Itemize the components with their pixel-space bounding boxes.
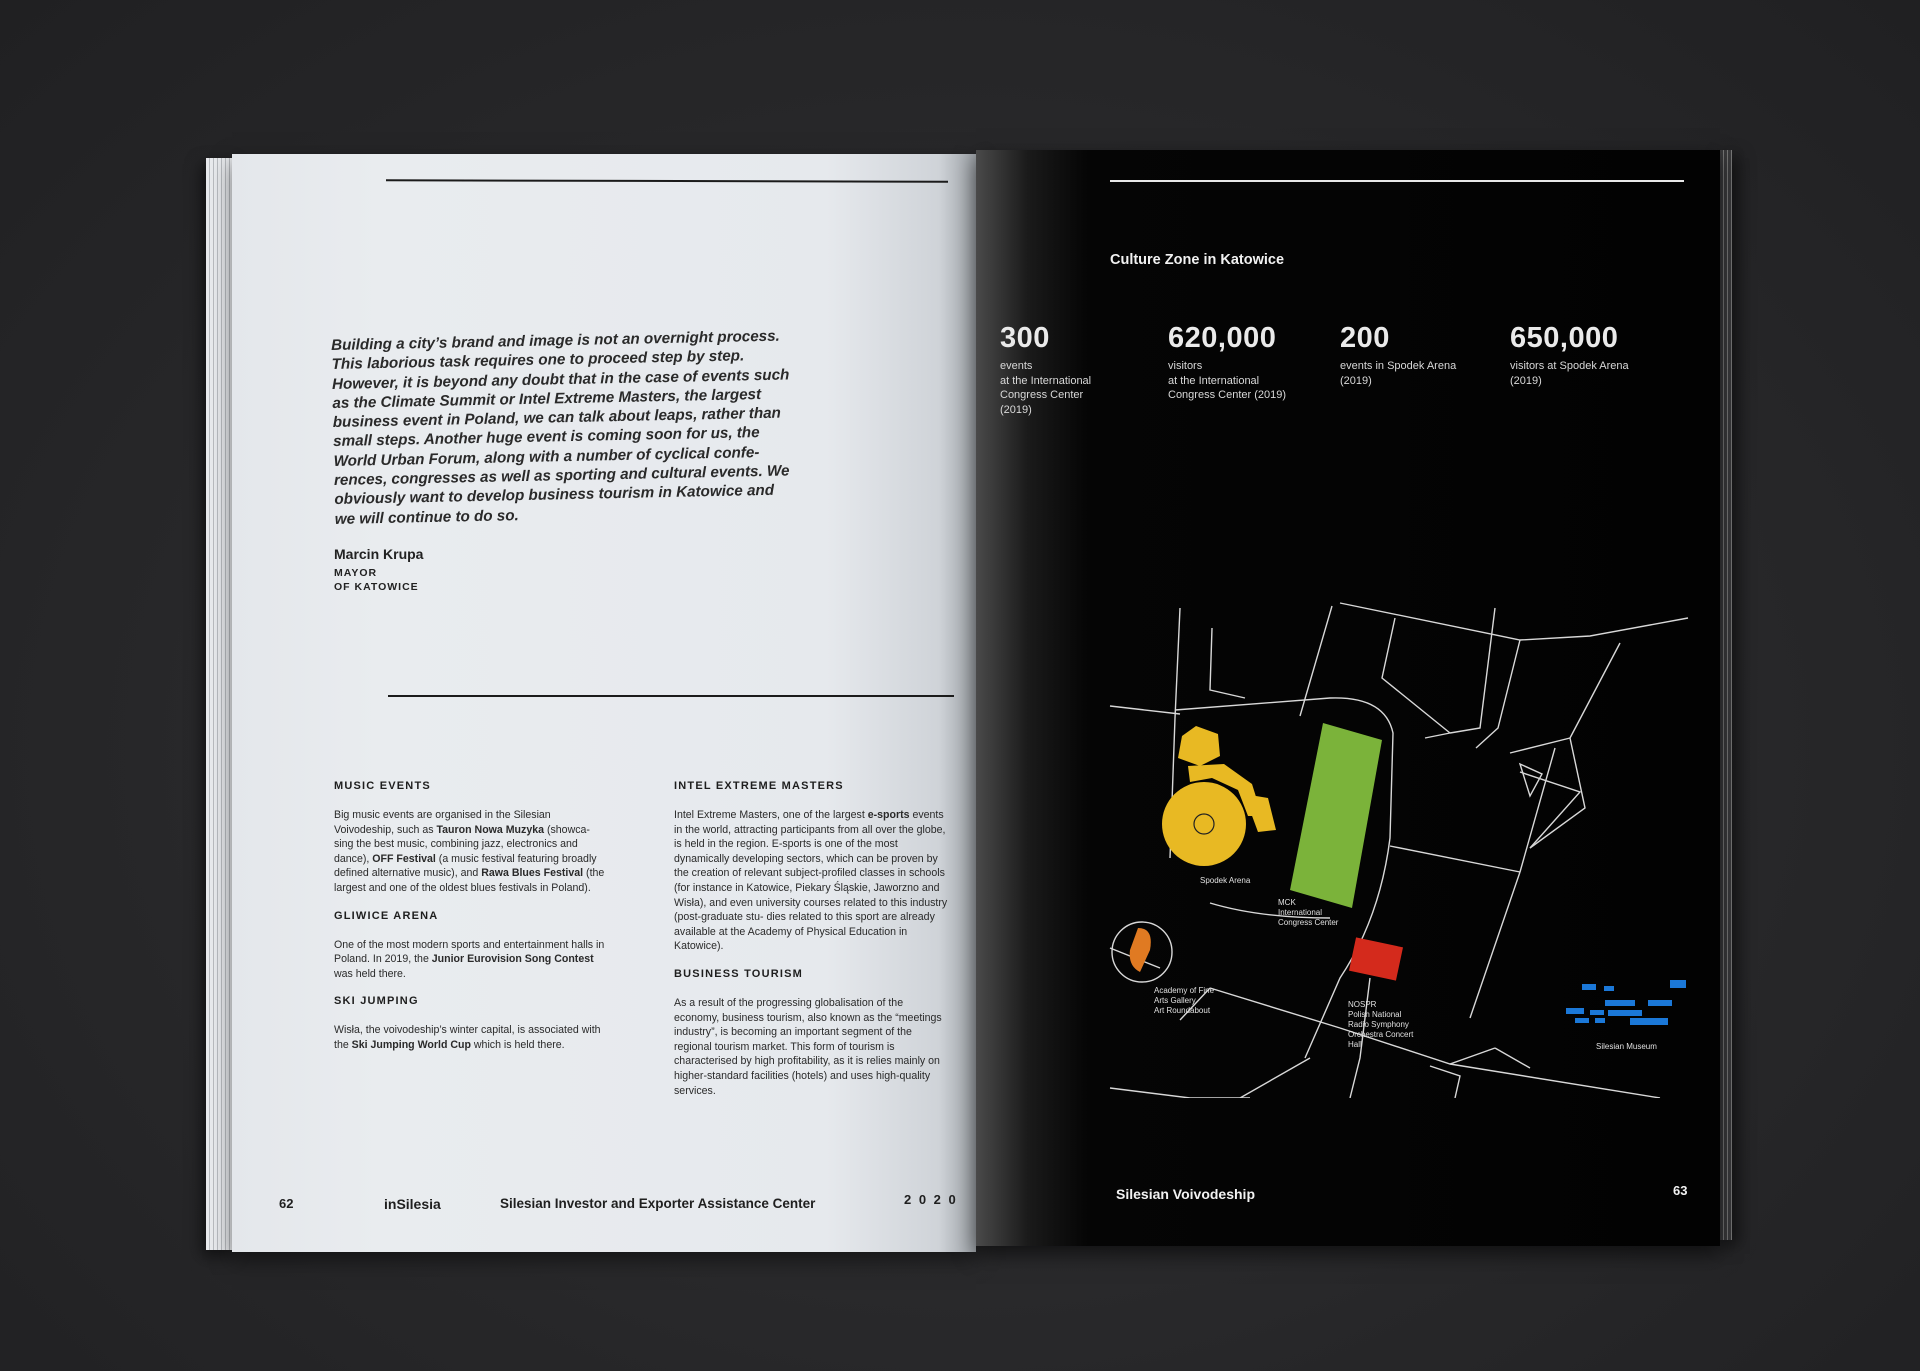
- stat-description: events at the International Congress Center (2019): [1000, 360, 1092, 416]
- academy-gallery-shape: [1130, 928, 1151, 972]
- publisher-name: Silesian Investor and Exporter Assistance Center: [500, 1196, 816, 1211]
- stat-icc-events: [1000, 322, 1170, 417]
- stat-number: 300: [1000, 322, 1050, 354]
- right-column: [674, 780, 950, 1112]
- academy-label: Academy of Fine Arts Gallery Art Roundabout: [1154, 986, 1215, 1015]
- stat-spodek-events: [1340, 322, 1510, 388]
- left-column: [334, 780, 610, 1067]
- spodek-arena-shape: [1162, 726, 1276, 866]
- stat-spodek-visitors: [1510, 322, 1680, 388]
- ski-jumping-text: Wisła, the voivodeship’s winter capital, is associated with the Ski Jumping World Cup which is held there.: [334, 1024, 601, 1051]
- business-tourism-heading: BUSINESS TOURISM: [674, 967, 804, 980]
- mck-congress-center-shape: [1290, 723, 1382, 908]
- iem-text: Intel Extreme Masters, one of the largest e-sports events in the world, attracting participants from all over the globe, is held in the region. E-sports is one of the most dynamically developing sectors, which can be proven by the creation of relevant subject-profiled classes in schools (for instance in Katowice, Piekary Śląskie, Jaworzno and Wisła), and even university courses related to this industry (post-graduate stu- dies related to this sport are already available at the Academy of Physical Education in Katowice).: [674, 809, 948, 953]
- middle-rule: [388, 695, 954, 697]
- silesian-museum-shape: [1566, 980, 1686, 1025]
- top-rule-right: [1110, 180, 1684, 182]
- culture-zone-title: Culture Zone in Katowice: [1110, 252, 1285, 268]
- right-page-number: 63: [1673, 1183, 1688, 1198]
- silesian-voivodeship-footer: Silesian Voivodeship: [1116, 1186, 1256, 1202]
- mayor-quote: Building a city’s brand and image is not an overnight process. This laborious task requires one to proceed step by step. However, it is beyond any doubt that in the case of events such as the Climate Summit or Intel Extreme Masters, the largest business event in Poland, we can talk about leaps, rather than small steps. Another huge event is coming soon for us, the World Urban Forum, along with a number of cyclical confe- rences, congresses as well as sporting and cultural events. We obviously want to develop business tourism in Katowice and we will continue to do so.: [331, 327, 790, 528]
- mck-label: MCK International Congress Center: [1278, 898, 1339, 927]
- gliwice-arena-text: One of the most modern sports and entertainment halls in Poland. In 2019, the Junior Eurovision Song Contest was held there.: [334, 938, 605, 980]
- nospr-label: NOSPR Polish National Radio Symphony Orchestra Concert Hall: [1348, 1000, 1414, 1049]
- nospr-hall-shape: [1349, 937, 1403, 980]
- ski-jumping-heading: SKI JUMPING: [334, 995, 419, 1008]
- year-label: 2 0 2 0: [904, 1192, 958, 1207]
- stat-description: visitors at Spodek Arena (2019): [1510, 360, 1629, 387]
- business-tourism-text: As a result of the progressing globalisation of the economy, business tourism, also known as the “meetings industry”, is becoming an important segment of the regional tourism market. This form of tourism is characterised by high profitability, as it is relies mainly on higher-standard facilities (hotels) and uses high-quality services.: [674, 996, 942, 1097]
- stat-number: 620,000: [1168, 322, 1277, 354]
- spodek-arena-label: Spodek Arena: [1200, 876, 1251, 885]
- insilesia-logo: inSilesia: [384, 1196, 441, 1212]
- quote-author: Marcin Krupa: [334, 546, 424, 562]
- stat-number: 650,000: [1510, 322, 1619, 354]
- music-events-heading: MUSIC EVENTS: [334, 780, 431, 792]
- author-role-line1: MAYOR: [334, 567, 378, 579]
- iem-heading: INTEL EXTREME MASTERS: [674, 780, 844, 792]
- left-page-number: 62: [279, 1196, 294, 1211]
- stat-icc-visitors: [1168, 322, 1338, 403]
- author-role-line2: OF KATOWICE: [334, 581, 419, 593]
- gliwice-arena-heading: GLIWICE ARENA: [334, 909, 439, 922]
- stat-number: 200: [1340, 322, 1390, 354]
- stat-description: visitors at the International Congress Center (2019): [1168, 360, 1287, 402]
- music-events-text: Big music events are organised in the Silesian Voivodeship, such as Tauron Nowa Muzyka (showca- sing the best music, combining jazz, electronics and dance), OFF Festival (a music festival featuring broadly defined alternative music), and Rawa Blues Festival (the largest and one of the oldest blues festivals in Poland).: [334, 809, 605, 894]
- stat-description: events in Spodek Arena (2019): [1340, 360, 1457, 387]
- silesian-museum-label: Silesian Museum: [1596, 1042, 1657, 1051]
